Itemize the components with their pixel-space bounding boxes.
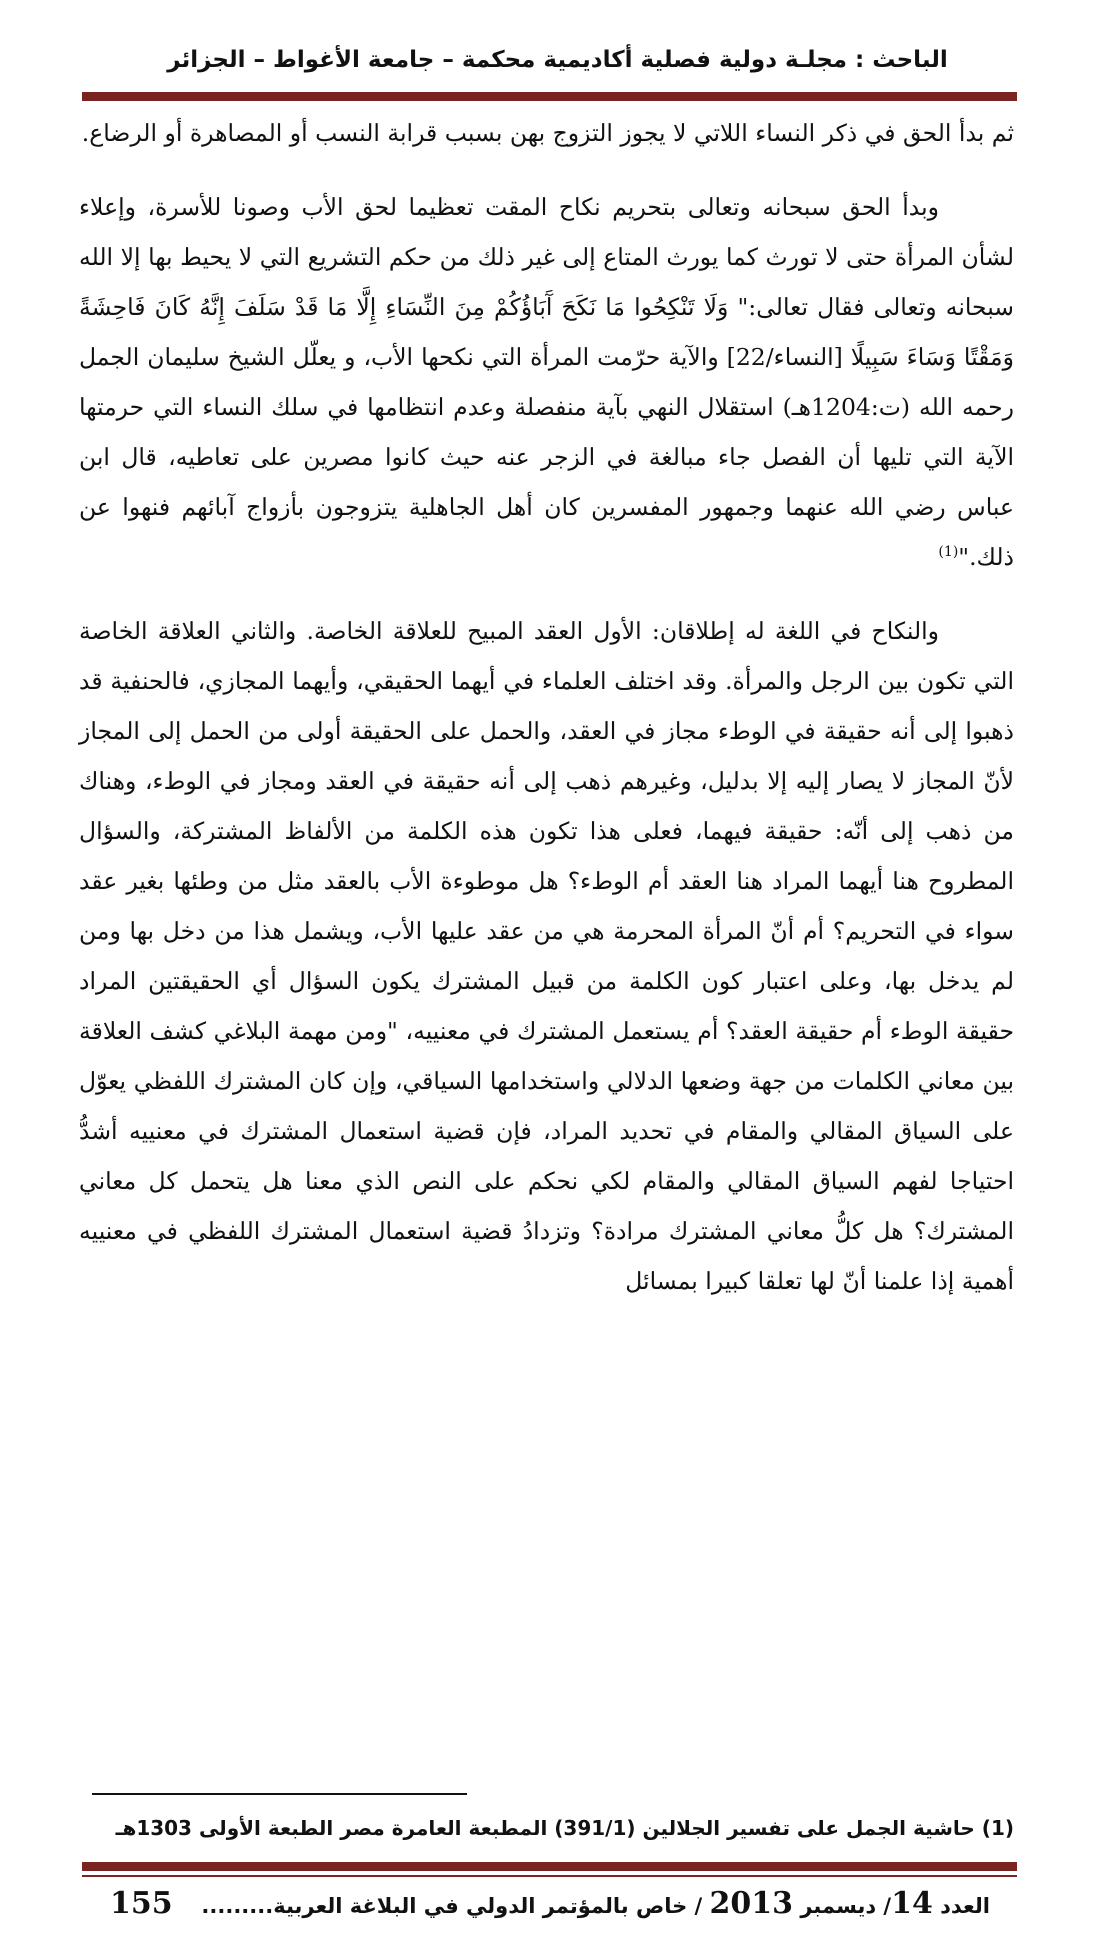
paragraph-2-commentary: [النساء/22] والآية حرّمت المرأة التي نكحها الأب، و يعلّل الشيخ سليمان الجمل رحمه الله (ت:1204هـ) استقلال النهي بآية منفصلة وعدم انتظامها في سلك النساء التي حرمتها الآية التي تليها أن الفصل جاء مبالغة في الزجر عنه حيث كانوا مصرين على تعاطيه، قال ابن عباس رضي الله عنهما وجمهور المفسرين كان أهل الجاهلية يتزوجون بأزواج آبائهم فنهوا عن ذلك."	[79, 343, 1014, 571]
issue-year: 2013	[709, 1886, 794, 1921]
paragraph-1: ثم بدأ الحق في ذكر النساء اللاتي لا يجوز التزوج بهن بسبب قرابة النسب أو المصاهرة أو الرضاع.	[81, 119, 1014, 147]
issue-prefix: العدد	[932, 1894, 990, 1918]
issue-suffix: / خاص بالمؤتمر الدولي في البلاغة العربية.........	[201, 1894, 710, 1918]
footnote-reference[interactable]: (1)	[938, 544, 959, 561]
issue-month: / ديسمبر	[793, 1894, 892, 1918]
paragraph-3: والنكاح في اللغة له إطلاقان: الأول العقد المبيح للعلاقة الخاصة. والثاني العلاقة الخاصة التي تكون بين الرجل والمرأة. وقد اختلف العلماء في أيهما الحقيقي، وأيهما المجازي، فالحنفية قد ذهبوا إلى أنه حقيقة في الوطء مجاز في العقد، والحمل على الحقيقة أولى من الحمل إلى المجاز لأنّ المجاز لا يصار إليه إلا بدليل، وغيرهم ذهب إلى أنه حقيقة في العقد ومجاز في الوطء، وهناك من ذهب إلى أنّه: حقيقة فيهما، فعلى هذا تكون هذه الكلمة من الألفاظ المشتركة، والسؤال المطروح هنا أيهما المراد هنا العقد أم الوطء؟ هل موطوءة الأب بالعقد مثل من وطئها بغير عقد سواء في التحريم؟ أم أنّ المرأة المحرمة هي من عقد عليها الأب، ويشمل هذا من دخل بها ومن لم يدخل بها، وعلى اعتبار كون الكلمة من قبيل المشترك يكون السؤال أي الحقيقتين المراد حقيقة الوطء أم حقيقة العقد؟ أم يستعمل المشترك في معنييه، "ومن مهمة البلاغي كشف العلاقة بين معاني الكلمات من جهة وضعها الدلالي واستخدامها السياقي، وإن كان المشترك اللفظي يعوّل على السياق المقالي والمقام في تحديد المراد، فإن قضية استعمال المشترك في معنييه أشدُّ احتياجا لفهم السياق المقالي والمقام لكي نحكم على النص الذي معنا هل يتحمل كل معاني المشترك؟ هل كلُّ معاني المشترك مرادة؟ وتزدادُ قضية استعمال المشترك اللفظي في معنييه أهمية إذا علمنا أنّ لها تعلقا كبيرا بمسائل	[79, 617, 1014, 1295]
footer-rule-thin	[82, 1875, 1017, 1877]
header-rule	[82, 92, 1017, 101]
paragraph-2	[79, 182, 1014, 582]
footer-rule-thick	[82, 1862, 1017, 1871]
issue-info	[201, 1884, 990, 1926]
footnote	[79, 1808, 1014, 1848]
issue-number: 14	[891, 1886, 933, 1921]
quran-verse: وَلَا تَنْكِحُوا مَا نَكَحَ آَبَاؤُكُمْ مِنَ النِّسَاءِ إِلَّا مَا قَدْ سَلَفَ إِنَّهُ كَانَ فَاحِشَةً وَمَقْتًا وَسَاءَ سَبِيلًا	[79, 293, 1014, 371]
paragraph-2-intro: وبدأ الحق سبحانه وتعالى بتحريم نكاح المقت تعظيما لحق الأب وصونا للأسرة، وإعلاء لشأن المرأة حتى لا تورث كما يورث المتاع إلى غير ذلك من حكم التشريع التي لا يحيط بها إلا الله سبحانه وتعالى فقال تعالى:"	[79, 193, 1014, 321]
header-text: الباحث : مجلـة دولية فصلية أكاديمية محكمة – جامعة الأغواط – الجزائر	[167, 47, 948, 73]
page-footer	[110, 1884, 990, 1926]
page-number: 155	[110, 1886, 173, 1921]
article-body	[79, 108, 1014, 1306]
footnote-text: (1) حاشية الجمل على تفسير الجلالين (391/1) المطبعة العامرة مصر الطبعة الأولى 1303هـ	[115, 1816, 1014, 1840]
footnote-separator	[92, 1793, 467, 1795]
running-header	[90, 38, 1025, 82]
